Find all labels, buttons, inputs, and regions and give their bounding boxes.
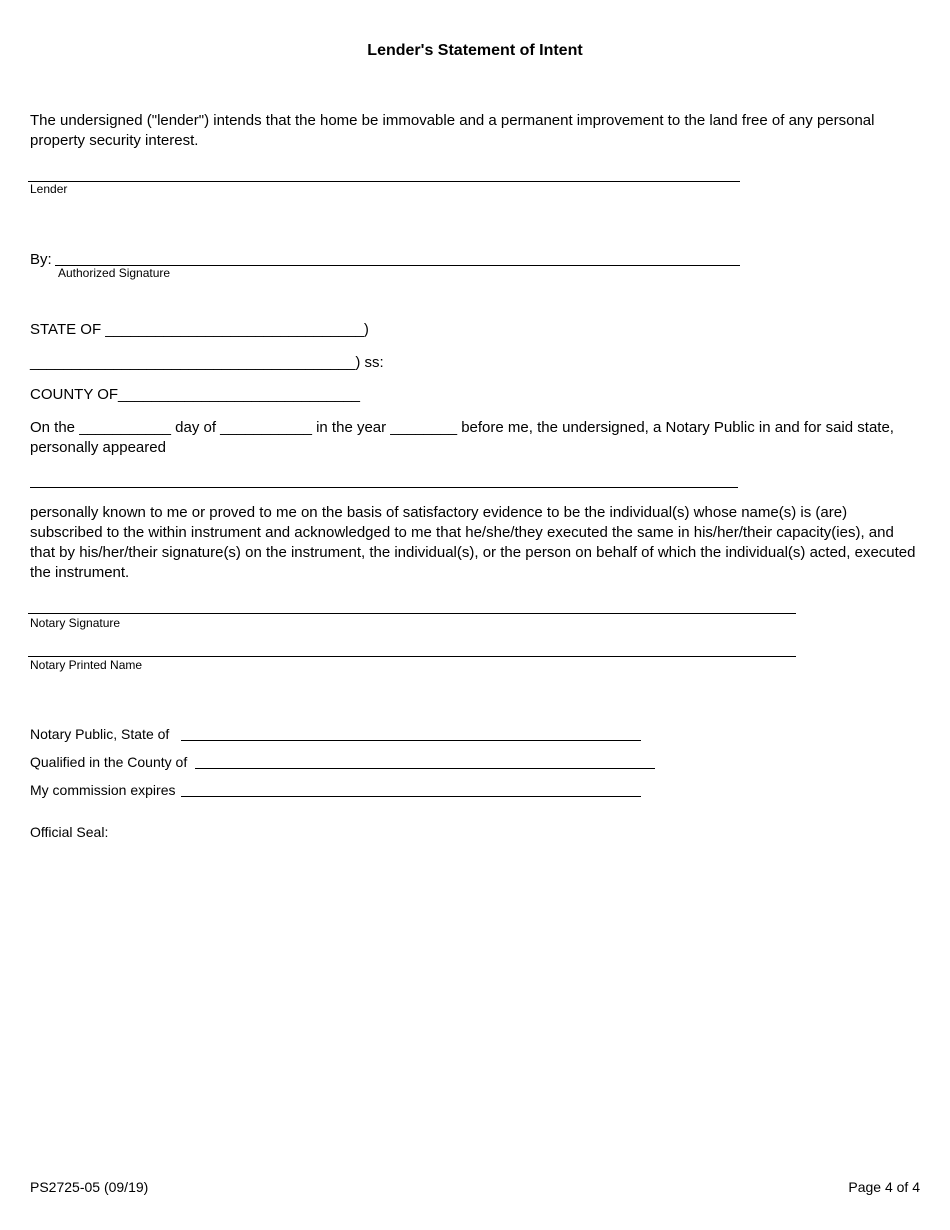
qualified-county-label: Qualified in the County of <box>30 754 188 770</box>
notary-public-state-label: Notary Public, State of <box>30 726 170 742</box>
authorized-signature-label: Authorized Signature <box>58 266 171 280</box>
ss-line[interactable]: _______________________________________) ss: <box>30 354 384 371</box>
state-of-line[interactable]: STATE OF _______________________________) <box>30 321 369 338</box>
official-seal-label: Official Seal: <box>30 824 109 840</box>
commission-expires-line[interactable] <box>181 796 641 797</box>
notary-signature-line[interactable] <box>28 613 796 614</box>
lender-label: Lender <box>30 182 68 196</box>
lender-line[interactable] <box>28 181 740 182</box>
notary-public-state-line[interactable] <box>181 740 641 741</box>
on-the-paragraph: On the ___________ day of ___________ in the year ________ before me, the undersigned, a Notary Public in and for said state, personally appeared <box>30 419 894 456</box>
form-number: PS2725-05 (09/19) <box>30 1179 149 1195</box>
page-title: Lender's Statement of Intent <box>367 42 583 59</box>
commission-expires-label: My commission expires <box>30 782 176 798</box>
acknowledgment-paragraph: personally known to me or proved to me on the basis of satisfactory evidence to be the individual(s) whose name(s) is (are) subscribed to the within instrument and acknowledged to me that he/she/they executed the same in his/her/their capacity(ies), and that by his/her/their signature(s) on the instrument, the individual(s), or the person on behalf of which the individual(s) acted, executed the instrument. <box>30 504 916 581</box>
notary-printed-name-line[interactable] <box>28 656 796 657</box>
notary-signature-label: Notary Signature <box>30 616 121 630</box>
intro-paragraph: The undersigned ("lender") intends that the home be immovable and a permanent improvement to the land free of any personal property security interest. <box>30 112 875 149</box>
personally-appeared-line[interactable] <box>30 487 738 488</box>
by-label: By: <box>30 251 52 268</box>
notary-printed-name-label: Notary Printed Name <box>30 658 143 672</box>
qualified-county-line[interactable] <box>195 768 655 769</box>
county-of-line[interactable]: COUNTY OF_____________________________ <box>30 386 360 403</box>
page-number: Page 4 of 4 <box>848 1179 920 1195</box>
